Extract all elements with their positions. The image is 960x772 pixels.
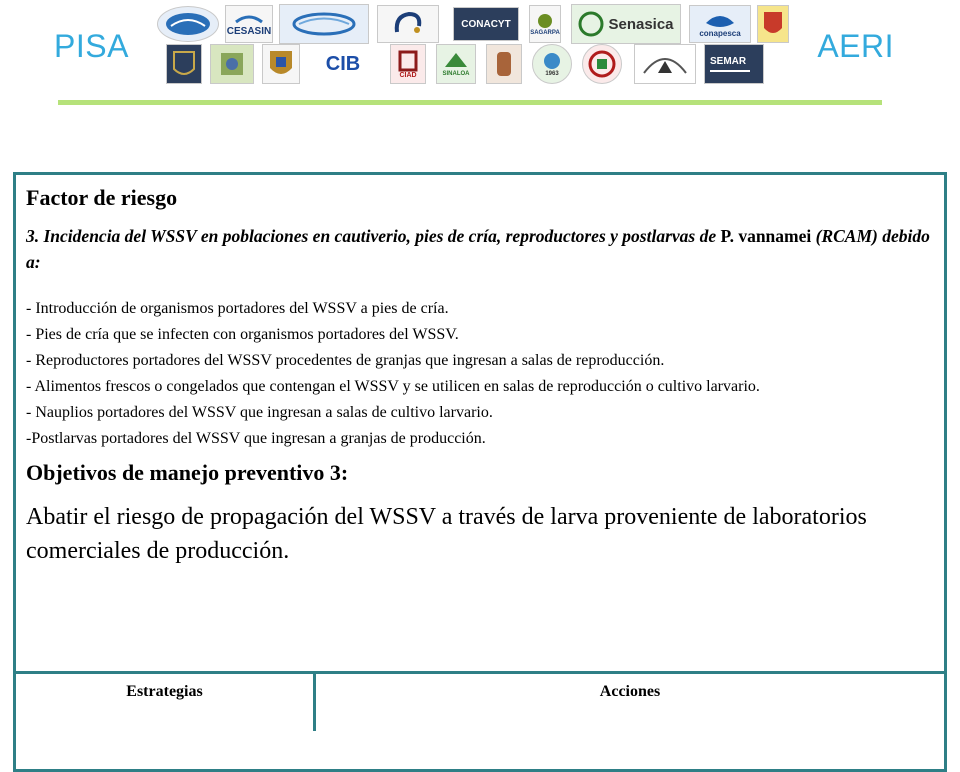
logo-conapesca: conapesca	[689, 5, 751, 43]
risk-desc-species: P. vannamei	[720, 226, 812, 246]
logo-senasica: Senasica	[571, 4, 681, 44]
objective-text: Abatir el riesgo de propagación del WSSV a través de larva proveniente de laboratorios comerciales de producción.	[26, 503, 867, 564]
logo-shrimp-emblem	[377, 5, 439, 43]
logo-round-seal	[582, 44, 622, 84]
brand-aeri: AERI	[817, 28, 894, 64]
risk-desc-part2: (RCAM) debido a:	[26, 226, 930, 273]
logo-ciad: CIAD	[390, 44, 426, 84]
risk-factor-title: Factor de riesgo	[26, 185, 178, 210]
logo-conacyt: CONACYT	[453, 7, 519, 41]
logo-coat-of-arms	[262, 44, 300, 84]
logo-cesasin: CESASIN	[225, 5, 273, 43]
header-divider	[58, 100, 882, 105]
list-item: - Reproductores portadores del WSSV procedentes de granjas que ingresan a salas de reproducción.	[26, 351, 665, 369]
list-item: - Pies de cría que se infecten con organismos portadores del WSSV.	[26, 325, 459, 343]
list-item: -Postlarvas portadores del WSSV que ingresan a granjas de producción.	[26, 429, 486, 447]
logo-semar: SEMAR	[704, 44, 764, 84]
list-item: - Nauplios portadores del WSSV que ingresan a salas de cultivo larvario.	[26, 403, 493, 421]
logo-sinaloa: SINALOA	[436, 44, 476, 84]
logo-comite-bcs	[279, 4, 369, 44]
logos-row-top	[157, 4, 789, 44]
logo-state-seal	[757, 5, 789, 43]
logo-cib: CIB	[314, 44, 372, 84]
objectives-title: Objetivos de manejo preventivo 3:	[26, 459, 349, 485]
risk-factor-description	[26, 223, 938, 276]
logo-red-diagnostico	[634, 44, 696, 84]
risk-panel-content	[26, 185, 938, 568]
logo-aztec-figure	[486, 44, 522, 84]
brand-pisa: PISA	[54, 28, 129, 64]
risk-factor-list	[26, 296, 938, 452]
list-item: - Alimentos frescos o congelados que contengan el WSSV y se utilicen en salas de reproducción o cultivo larvario.	[26, 377, 760, 395]
logo-sagarpa: SAGARPA	[529, 5, 561, 43]
logo-municipal-crest	[210, 44, 254, 84]
logos-row-bottom	[166, 44, 764, 84]
list-item: - Introducción de organismos portadores del WSSV a pies de cría.	[26, 299, 449, 317]
logo-marine-institute	[157, 6, 219, 42]
strategy-table-header	[13, 671, 947, 731]
risk-desc-part1: 3. Incidencia del WSSV en poblaciones en cautiverio, pies de cría, reproductores y postlarvas de	[26, 226, 721, 246]
logo-unam	[166, 44, 202, 84]
column-header-strategies: Estrategias	[16, 674, 316, 731]
logo-lab-seal-1963: 1963	[532, 44, 572, 84]
column-header-actions: Acciones	[599, 683, 661, 700]
